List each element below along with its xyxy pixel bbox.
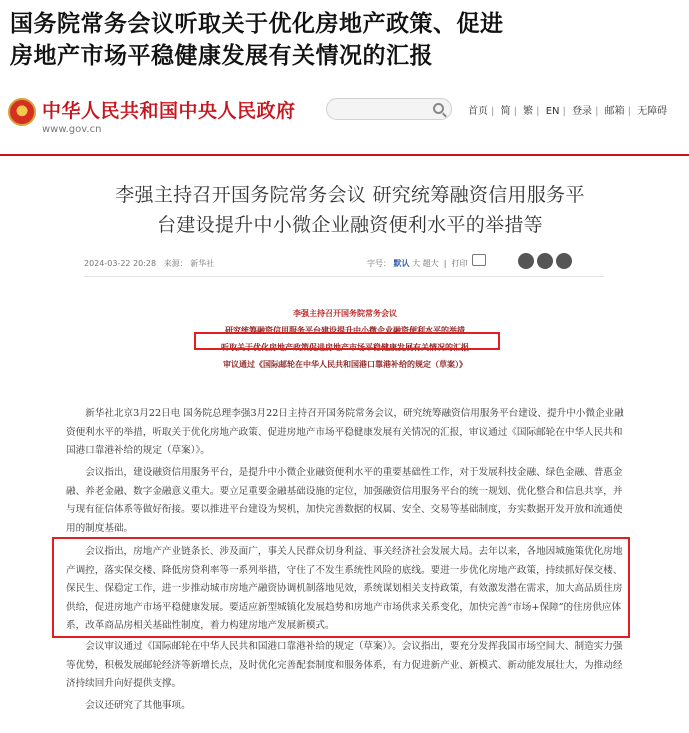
nav-simplified[interactable]: 简 bbox=[500, 106, 511, 117]
top-nav: 首页 | 简 | 繁 | EN | 登录 | 邮箱 | 无障碍 bbox=[468, 102, 667, 117]
meta-divider bbox=[84, 276, 604, 277]
article-source: 来源： 新华社 bbox=[163, 259, 215, 268]
headline-line-2: 房地产市场平稳健康发展有关情况的汇报 bbox=[10, 43, 433, 69]
nav-accessibility[interactable]: 无障碍 bbox=[637, 106, 668, 117]
font-size-label: 字号： bbox=[367, 259, 391, 268]
summary-line-2: 听取关于优化房地产政策促进房地产市场平稳健康发展有关情况的汇报 bbox=[221, 342, 469, 352]
summary-title: 李强主持召开国务院常务会议 bbox=[293, 308, 397, 318]
header-divider bbox=[0, 154, 689, 156]
headline-line-1: 国务院常务会议听取关于优化房地产政策、促进 bbox=[10, 11, 504, 37]
site-header bbox=[0, 92, 689, 154]
site-name[interactable]: 中华人民共和国中央人民政府 bbox=[42, 100, 296, 122]
headline bbox=[10, 8, 680, 72]
print-label[interactable]: 打印 bbox=[451, 259, 468, 268]
font-size-controls: 字号： 默认 大 超大 | 打印 bbox=[367, 259, 468, 268]
article-date: 2024-03-22 20:28 bbox=[84, 259, 157, 268]
nav-traditional[interactable]: 繁 bbox=[523, 106, 534, 117]
summary-highlight-box bbox=[194, 332, 500, 350]
article-paragraph-4: 会议审议通过《国际邮轮在中华人民共和国港口靠港补给的规定（草案）》。会议指出，要充分发挥我国市场空间大、制造实力强等优势，积极发展邮轮经济等新增长点，及时优化完善配套制度和服务体系，有力促进新产业、新模式、新动能发展壮大，为推动经济持续回升向好提供支撑。 bbox=[66, 641, 623, 690]
gov-webpage-screenshot bbox=[0, 80, 689, 733]
article-title-line-2: 台建设提升中小微企业融资便利水平的举措等 bbox=[156, 214, 543, 236]
nav-login[interactable]: 登录 bbox=[572, 106, 593, 117]
qzone-share-icon[interactable] bbox=[556, 253, 572, 269]
nav-mail[interactable]: 邮箱 bbox=[604, 106, 625, 117]
article-paragraph-1: 新华社北京3月22日电 国务院总理李强3月22日主持召开国务院常务会议，研究统筹融资信用服务平台建设、提升中小微企业融资便利水平的举措，听取关于优化房地产政策、促进房地产市场平稳健康发展有关情况的汇报，审议通过《国际邮轮在中华人民共和国港口靠港补给的规定（草案）》。 bbox=[66, 408, 624, 457]
nav-english[interactable]: EN bbox=[545, 106, 560, 117]
search-input[interactable] bbox=[326, 98, 452, 120]
print-icon[interactable] bbox=[472, 254, 486, 266]
search-icon[interactable] bbox=[433, 103, 444, 114]
national-emblem-icon[interactable] bbox=[8, 98, 36, 126]
article-paragraph-2: 会议指出，建设融资信用服务平台，是提升中小微企业融资便利水平的重要基础性工作，对于发展科技金融、绿色金融、普惠金融、养老金融、数字金融意义重大。要立足重要金融基础设施的定位，加强融资信用服务平台的统一规划、优化整合和信息共享，并与现有征信体系等做好衔接。要以推进平台建设为契机，加快完善数据的权属、安全、交易等基础制度，夯实数据开发开放和流通使用的制度基础。 bbox=[66, 467, 623, 534]
paragraph-highlight-box bbox=[52, 537, 630, 638]
article-meta bbox=[84, 258, 214, 269]
font-size-default[interactable]: 默认 bbox=[393, 259, 410, 268]
site-url: www.gov.cn bbox=[42, 124, 102, 135]
wechat-share-icon[interactable] bbox=[537, 253, 553, 269]
summary-line-1: 研究统筹融资信用服务平台建设提升中小微企业融资便利水平的举措 bbox=[225, 325, 465, 335]
font-size-xlarge[interactable]: 超大 bbox=[422, 259, 439, 268]
font-size-large[interactable]: 大 bbox=[412, 259, 421, 268]
summary-line-3: 审议通过《国际邮轮在中华人民共和国港口靠港补给的规定（草案）》 bbox=[223, 359, 467, 369]
weibo-share-icon[interactable] bbox=[518, 253, 534, 269]
nav-home[interactable]: 首页 bbox=[468, 106, 488, 117]
article-title-line-1: 李强主持召开国务院常务会议 研究统筹融资信用服务平 bbox=[115, 184, 585, 206]
article-paragraph-5: 会议还研究了其他事项。 bbox=[85, 700, 191, 711]
article-paragraph-3: 会议指出，房地产产业链条长、涉及面广，事关人民群众切身利益、事关经济社会发展大局。去年以来，各地因城施策优化房地产调控，落实保交楼、降低房贷利率等一系列举措，守住了不发生系统性风险的底线。要进一步优化房地产政策，持续抓好保交楼、保民生、保稳定工作，进一步推动城市房地产融资协调机制落地见效，系统谋划相关支持政策，有效激发潜在需求，加大高品质住房供给，促进房地产市场平稳健康发展。要适应新型城镇化发展趋势和房地产市场供求关系变化，加快完善“市场+保障”的住房供应体系，改革商品房相关基础性制度，着力构建房地产发展新模式。 bbox=[66, 546, 623, 632]
article-title bbox=[70, 180, 630, 240]
